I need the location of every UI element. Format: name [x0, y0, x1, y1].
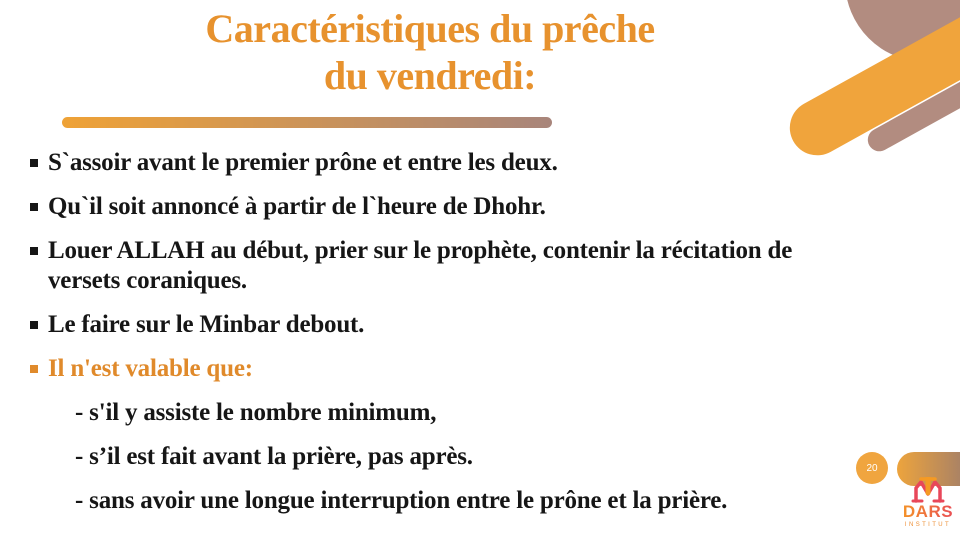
- bullet-square-icon: [30, 159, 38, 167]
- list-item-text: - sans avoir une longue interruption entre le prône et la prière.: [75, 487, 728, 514]
- dars-logo-mark-icon: [911, 477, 945, 503]
- bullet-list: [30, 148, 830, 530]
- dars-logo: [897, 477, 959, 528]
- bullet-square-icon: [30, 247, 38, 255]
- slide-title: [0, 6, 860, 100]
- list-item: [30, 310, 830, 340]
- list-item-text: - s’il est fait avant la prière, pas après.: [75, 443, 473, 470]
- list-item-text: Qu`il soit annoncé à partir de l`heure de Dhohr.: [48, 193, 546, 220]
- list-subitem: [30, 486, 830, 516]
- page-number-badge: [856, 452, 888, 484]
- bullet-square-icon: [30, 321, 38, 329]
- list-item-text: - s'il y assiste le nombre minimum,: [75, 399, 437, 426]
- list-item-text: Louer ALLAH au début, prier sur le prophète, contenir la récitation de versets coraniques.: [48, 237, 793, 294]
- title-underline-bar: [62, 117, 552, 128]
- list-subitem: [30, 398, 830, 428]
- list-item-accent: [30, 354, 830, 384]
- slide-title-line1: Caractéristiques du prêche: [205, 6, 655, 51]
- list-subitem: [30, 442, 830, 472]
- logo-subtitle: INSTITUT: [904, 522, 952, 528]
- list-item: [30, 236, 830, 296]
- list-item-text: Il n'est valable que:: [48, 355, 253, 382]
- list-item-text: S`assoir avant le premier prône et entre les deux.: [48, 149, 558, 176]
- list-item: [30, 148, 830, 178]
- list-item: [30, 192, 830, 222]
- page-number: 20: [866, 462, 878, 474]
- list-item-text: Le faire sur le Minbar debout.: [48, 311, 365, 338]
- bullet-square-icon: [30, 365, 38, 373]
- bullet-square-icon: [30, 203, 38, 211]
- slide-title-line2: du vendredi:: [323, 52, 537, 98]
- logo-wordmark: DARS: [897, 503, 959, 520]
